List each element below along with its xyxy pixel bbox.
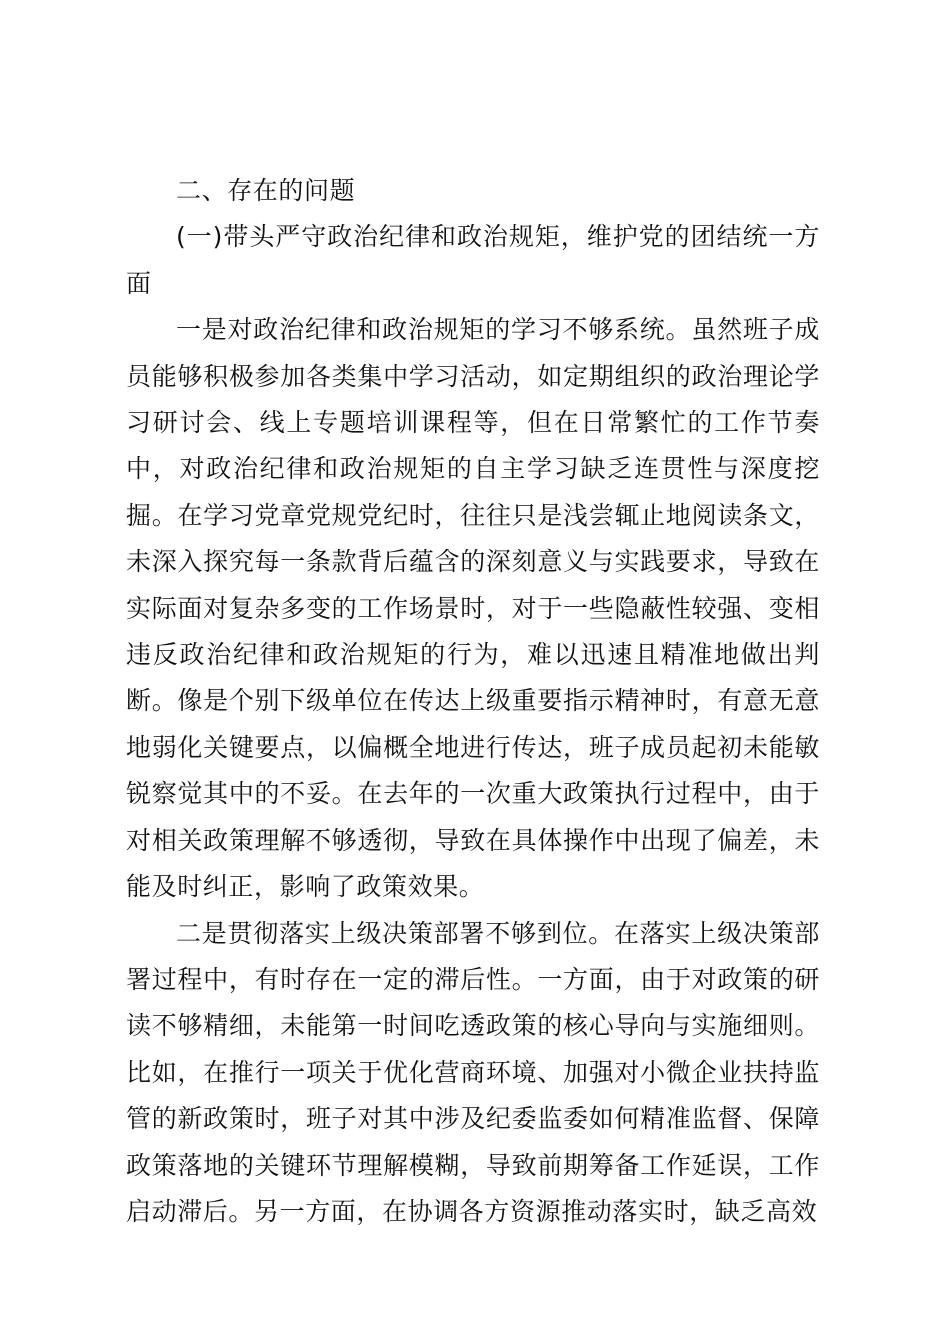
document-body <box>126 168 820 1235</box>
section-heading: 二、存在的问题 <box>176 176 356 205</box>
body-paragraph-2: 二是贯彻落实上级决策部署不够到位。在落实上级决策部署过程中，有时存在一定的滞后性。一方面，由于对政策的研读不够精细，未能第一时间吃透政策的核心导向与实施细则。比如，在推行一项关于优化营商环境、加强对小微企业扶持监管的新政策时，班子对其中涉及纪委监委如何精准监督、保障政策落地的关键环节理解模糊，导致前期筹备工作延误，工作启动滞后。另一方面，在协调各方资源推动落实时，缺乏高效 <box>126 918 820 1226</box>
body-paragraph-1: 一是对政治纪律和政治规矩的学习不够系统。虽然班子成员能够积极参加各类集中学习活动，如定期组织的政治理论学习研讨会、线上专题培训课程等，但在日常繁忙的工作节奏中，对政治纪律和政治规矩的自主学习缺乏连贯性与深度挖掘。在学习党章党规党纪时，往往只是浅尝辄止地阅读条文，未深入探究每一条款背后蕴含的深刻意义与实践要求，导致在实际面对复杂多变的工作场景时，对于一些隐蔽性较强、变相违反政治纪律和政治规矩的行为，难以迅速且精准地做出判断。像是个别下级单位在传达上级重要指示精神时，有意无意地弱化关键要点，以偏概全地进行传达，班子成员起初未能敏锐察觉其中的不妥。在去年的一次重大政策执行过程中，由于对相关政策理解不够透彻，导致在具体操作中出现了偏差，未能及时纠正，影响了政策效果。 <box>126 315 820 902</box>
subsection-heading: (一)带头严守政治纪律和政治规矩，维护党的团结统一方面 <box>126 222 820 298</box>
